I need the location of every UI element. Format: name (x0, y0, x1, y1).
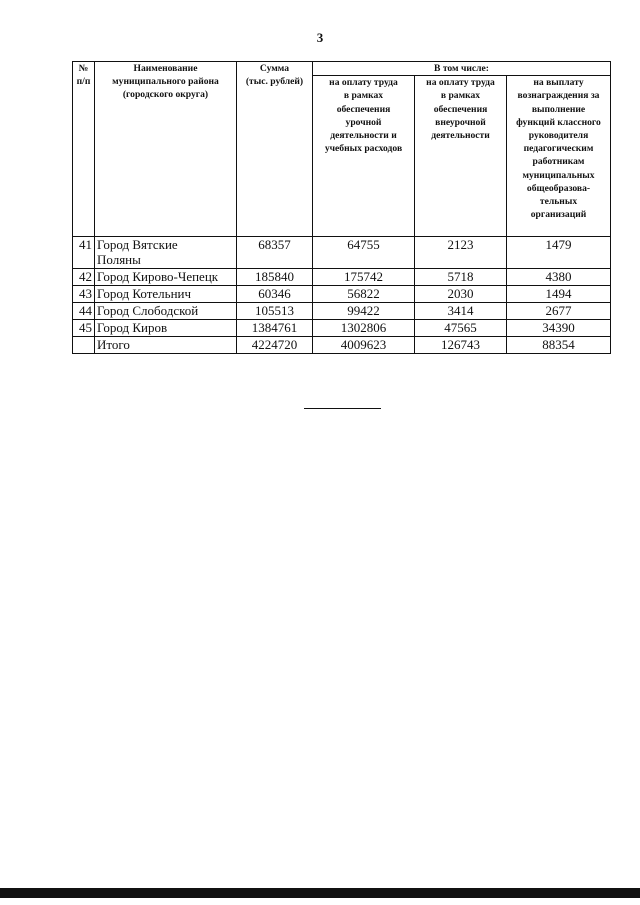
row-number: 43 (73, 286, 95, 303)
table-row (73, 286, 611, 303)
row-number: 41 (73, 237, 95, 269)
table-row (73, 303, 611, 320)
row-name: Город Вятские Поляны (95, 237, 237, 269)
header-number-text: № п/п (76, 63, 91, 88)
row-number: 45 (73, 320, 95, 337)
row-col2: 3414 (415, 303, 507, 320)
row-col1: 175742 (313, 269, 415, 286)
row-col2: 5718 (415, 269, 507, 286)
row-col3: 1479 (507, 237, 611, 269)
row-col2: 126743 (415, 337, 507, 354)
table-row (73, 320, 611, 337)
row-col2: 2030 (415, 286, 507, 303)
row-col2: 2123 (415, 237, 507, 269)
row-col1: 4009623 (313, 337, 415, 354)
closing-rule (304, 408, 381, 409)
row-col1: 56822 (313, 286, 415, 303)
row-name: Город Кирово-Чепецк (95, 269, 237, 286)
header-sub1 (313, 76, 415, 237)
row-sum: 1384761 (237, 320, 313, 337)
row-sum: 60346 (237, 286, 313, 303)
header-group-text: В том числе: (434, 63, 489, 74)
header-sub1-text: на оплату труда в рамках обеспечения урочной деятельности и учебных расходов (324, 77, 403, 155)
allocation-table-container (72, 61, 611, 354)
row-col3: 34390 (507, 320, 611, 337)
table-total-row (73, 337, 611, 354)
row-col2: 47565 (415, 320, 507, 337)
page-number: 3 (316, 30, 324, 45)
row-name: Итого (95, 337, 237, 354)
header-sum-text: Сумма (тыс. рублей) (245, 63, 304, 88)
header-sub3-text: на выплату вознаграждения за выполнение функций классного руководителя педагогическим работникам муниципальных общеобразова- тельных организаций (516, 77, 601, 221)
row-number: 42 (73, 269, 95, 286)
table-row (73, 269, 611, 286)
row-col3: 88354 (507, 337, 611, 354)
row-sum: 105513 (237, 303, 313, 320)
row-col1: 64755 (313, 237, 415, 269)
header-group (313, 62, 611, 76)
header-sub2-text: на оплату труда в рамках обеспечения внеурочной деятельности (426, 77, 495, 142)
row-number: 44 (73, 303, 95, 320)
row-name: Город Слободской (95, 303, 237, 320)
header-name-text: Наименование муниципального района (городского округа) (112, 63, 219, 101)
row-col3: 4380 (507, 269, 611, 286)
header-sub3 (507, 76, 611, 237)
row-name: Город Котельнич (95, 286, 237, 303)
row-sum: 68357 (237, 237, 313, 269)
row-col1: 99422 (313, 303, 415, 320)
header-number (73, 62, 95, 237)
table-row (73, 237, 611, 269)
row-col1: 1302806 (313, 320, 415, 337)
header-sum (237, 62, 313, 237)
row-col3: 2677 (507, 303, 611, 320)
row-col3: 1494 (507, 286, 611, 303)
table-header (73, 62, 611, 237)
row-name: Город Киров (95, 320, 237, 337)
table-body (73, 237, 611, 354)
allocation-table (72, 61, 611, 354)
row-sum: 185840 (237, 269, 313, 286)
header-sub2 (415, 76, 507, 237)
header-name (95, 62, 237, 237)
row-sum: 4224720 (237, 337, 313, 354)
row-number (73, 337, 95, 354)
scan-edge-bar (0, 888, 640, 898)
